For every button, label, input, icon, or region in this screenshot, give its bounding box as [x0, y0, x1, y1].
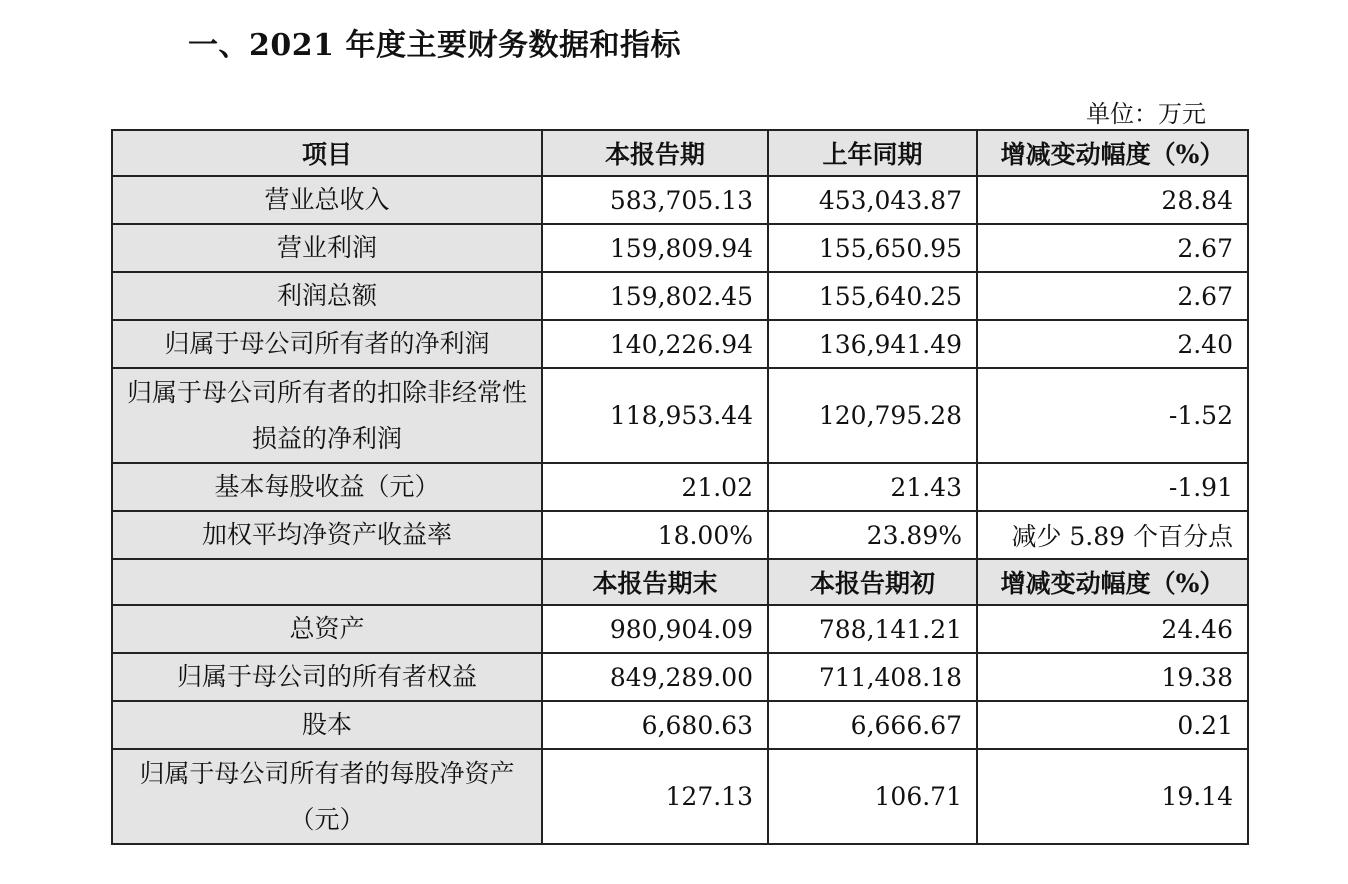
current-value: 127.13 — [542, 749, 768, 844]
change-value: 24.46 — [977, 605, 1248, 653]
row-label: 归属于母公司所有者的净利润 — [112, 320, 542, 368]
current-value: 159,809.94 — [542, 224, 768, 272]
prior-value: 711,408.18 — [768, 653, 977, 701]
section-title: 一、2021 年度主要财务数据和指标 — [188, 28, 681, 63]
prior-value: 23.89% — [768, 511, 977, 559]
current-value: 140,226.94 — [542, 320, 768, 368]
change-value: 19.38 — [977, 653, 1248, 701]
current-value: 118,953.44 — [542, 368, 768, 463]
table-row — [112, 605, 1248, 653]
table-row — [112, 701, 1248, 749]
header-cell-change: 增减变动幅度（%） — [977, 130, 1248, 176]
change-value: 28.84 — [977, 176, 1248, 224]
change-value: 2.40 — [977, 320, 1248, 368]
prior-value: 136,941.49 — [768, 320, 977, 368]
prior-value: 788,141.21 — [768, 605, 977, 653]
prior-value: 106.71 — [768, 749, 977, 844]
row-label: 归属于母公司所有者的每股净资产（元） — [112, 749, 542, 844]
header-cell-item: 项目 — [112, 130, 542, 176]
prior-value: 453,043.87 — [768, 176, 977, 224]
table-row — [112, 749, 1248, 844]
change-value: -1.52 — [977, 368, 1248, 463]
current-value: 980,904.09 — [542, 605, 768, 653]
table-header-row — [112, 130, 1248, 176]
unit-label: 单位：万元 — [1086, 100, 1206, 128]
table-row — [112, 368, 1248, 463]
current-value: 583,705.13 — [542, 176, 768, 224]
row-label: 归属于母公司所有者的扣除非经常性损益的净利润 — [112, 368, 542, 463]
table-row — [112, 272, 1248, 320]
row-label: 基本每股收益（元） — [112, 463, 542, 511]
table-row — [112, 224, 1248, 272]
subheader-cell-change: 增减变动幅度（%） — [977, 559, 1248, 605]
change-value: -1.91 — [977, 463, 1248, 511]
prior-value: 6,666.67 — [768, 701, 977, 749]
table-row — [112, 463, 1248, 511]
row-label: 加权平均净资产收益率 — [112, 511, 542, 559]
row-label: 总资产 — [112, 605, 542, 653]
change-value: 2.67 — [977, 272, 1248, 320]
change-value: 19.14 — [977, 749, 1248, 844]
change-value: 减少 5.89 个百分点 — [977, 511, 1248, 559]
change-value: 2.67 — [977, 224, 1248, 272]
financial-data-table — [111, 129, 1249, 845]
table-row — [112, 511, 1248, 559]
row-label: 营业利润 — [112, 224, 542, 272]
row-label: 股本 — [112, 701, 542, 749]
row-label: 归属于母公司的所有者权益 — [112, 653, 542, 701]
current-value: 849,289.00 — [542, 653, 768, 701]
subheader-cell-period-start: 本报告期初 — [768, 559, 977, 605]
table-row — [112, 320, 1248, 368]
header-cell-current-period: 本报告期 — [542, 130, 768, 176]
table-row — [112, 176, 1248, 224]
prior-value: 120,795.28 — [768, 368, 977, 463]
current-value: 159,802.45 — [542, 272, 768, 320]
current-value: 18.00% — [542, 511, 768, 559]
prior-value: 155,650.95 — [768, 224, 977, 272]
prior-value: 155,640.25 — [768, 272, 977, 320]
header-cell-prior-period: 上年同期 — [768, 130, 977, 176]
subheader-cell-item — [112, 559, 542, 605]
table-row — [112, 653, 1248, 701]
change-value: 0.21 — [977, 701, 1248, 749]
row-label: 营业总收入 — [112, 176, 542, 224]
table-subheader-row — [112, 559, 1248, 605]
current-value: 6,680.63 — [542, 701, 768, 749]
subheader-cell-period-end: 本报告期末 — [542, 559, 768, 605]
row-label: 利润总额 — [112, 272, 542, 320]
current-value: 21.02 — [542, 463, 768, 511]
prior-value: 21.43 — [768, 463, 977, 511]
